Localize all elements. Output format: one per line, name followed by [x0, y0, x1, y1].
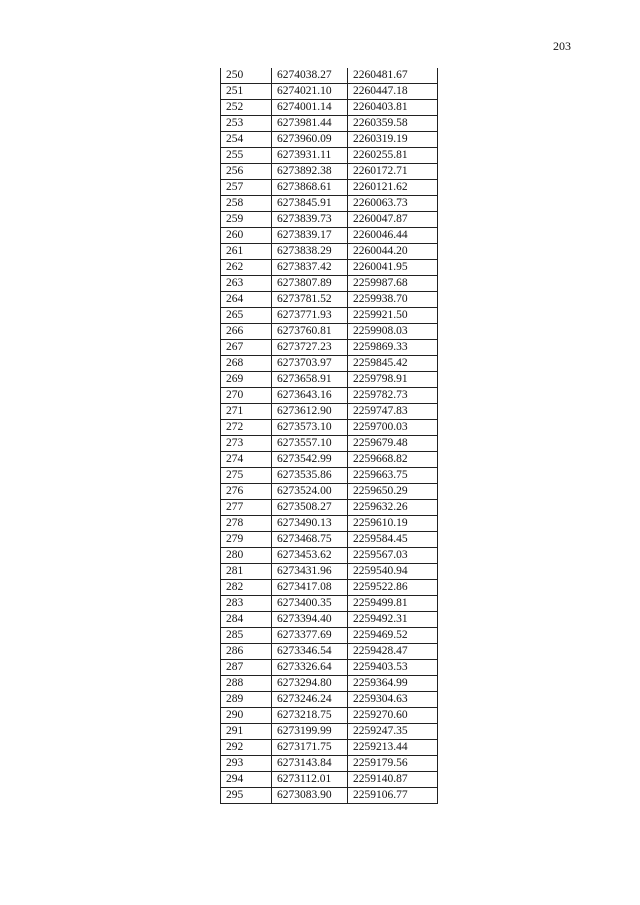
y-coordinate-cell: 2259679.48	[348, 436, 438, 452]
x-coordinate-cell: 6273143.84	[272, 756, 348, 772]
point-number-cell: 281	[221, 564, 272, 580]
y-coordinate-cell: 2260047.87	[348, 212, 438, 228]
y-coordinate-cell: 2259106.77	[348, 788, 438, 804]
point-number-cell: 288	[221, 676, 272, 692]
y-coordinate-cell: 2259428.47	[348, 644, 438, 660]
table-row	[221, 516, 438, 532]
point-number-cell: 258	[221, 196, 272, 212]
y-coordinate-cell: 2259747.83	[348, 404, 438, 420]
x-coordinate-cell: 6273542.99	[272, 452, 348, 468]
y-coordinate-cell: 2259798.91	[348, 372, 438, 388]
point-number-cell: 251	[221, 84, 272, 100]
table-row	[221, 324, 438, 340]
y-coordinate-cell: 2259213.44	[348, 740, 438, 756]
y-coordinate-cell: 2259140.87	[348, 772, 438, 788]
table-row	[221, 676, 438, 692]
x-coordinate-cell: 6273417.08	[272, 580, 348, 596]
y-coordinate-cell: 2260041.95	[348, 260, 438, 276]
x-coordinate-cell: 6273643.16	[272, 388, 348, 404]
table-row	[221, 180, 438, 196]
table-row	[221, 276, 438, 292]
table-row	[221, 196, 438, 212]
table-row	[221, 772, 438, 788]
table-row	[221, 260, 438, 276]
table-row	[221, 308, 438, 324]
table-row	[221, 740, 438, 756]
point-number-cell: 292	[221, 740, 272, 756]
y-coordinate-cell: 2259987.68	[348, 276, 438, 292]
x-coordinate-cell: 6273892.38	[272, 164, 348, 180]
y-coordinate-cell: 2260319.19	[348, 132, 438, 148]
y-coordinate-cell: 2259364.99	[348, 676, 438, 692]
point-number-cell: 277	[221, 500, 272, 516]
x-coordinate-cell: 6273981.44	[272, 116, 348, 132]
table-row	[221, 84, 438, 100]
x-coordinate-cell: 6273658.91	[272, 372, 348, 388]
x-coordinate-cell: 6274001.14	[272, 100, 348, 116]
point-number-cell: 271	[221, 404, 272, 420]
point-number-cell: 294	[221, 772, 272, 788]
y-coordinate-cell: 2259540.94	[348, 564, 438, 580]
y-coordinate-cell: 2260481.67	[348, 68, 438, 84]
table-row	[221, 148, 438, 164]
y-coordinate-cell: 2259650.29	[348, 484, 438, 500]
y-coordinate-cell: 2260046.44	[348, 228, 438, 244]
y-coordinate-cell: 2259304.63	[348, 692, 438, 708]
x-coordinate-cell: 6273535.86	[272, 468, 348, 484]
y-coordinate-cell: 2260255.81	[348, 148, 438, 164]
point-number-cell: 295	[221, 788, 272, 804]
x-coordinate-cell: 6274038.27	[272, 68, 348, 84]
point-number-cell: 280	[221, 548, 272, 564]
table-row	[221, 116, 438, 132]
coordinate-table-body	[221, 68, 438, 804]
x-coordinate-cell: 6273807.89	[272, 276, 348, 292]
table-row	[221, 644, 438, 660]
x-coordinate-cell: 6273199.99	[272, 724, 348, 740]
x-coordinate-cell: 6273400.35	[272, 596, 348, 612]
table-row	[221, 244, 438, 260]
y-coordinate-cell: 2260447.18	[348, 84, 438, 100]
table-row	[221, 788, 438, 804]
table-row	[221, 692, 438, 708]
table-row	[221, 724, 438, 740]
y-coordinate-cell: 2259584.45	[348, 532, 438, 548]
x-coordinate-cell: 6273171.75	[272, 740, 348, 756]
y-coordinate-cell: 2259921.50	[348, 308, 438, 324]
table-row	[221, 164, 438, 180]
point-number-cell: 289	[221, 692, 272, 708]
point-number-cell: 286	[221, 644, 272, 660]
point-number-cell: 255	[221, 148, 272, 164]
x-coordinate-cell: 6273612.90	[272, 404, 348, 420]
y-coordinate-cell: 2259845.42	[348, 356, 438, 372]
point-number-cell: 291	[221, 724, 272, 740]
table-row	[221, 404, 438, 420]
y-coordinate-cell: 2260063.73	[348, 196, 438, 212]
point-number-cell: 252	[221, 100, 272, 116]
point-number-cell: 250	[221, 68, 272, 84]
table-row	[221, 564, 438, 580]
x-coordinate-cell: 6273377.69	[272, 628, 348, 644]
point-number-cell: 257	[221, 180, 272, 196]
x-coordinate-cell: 6273838.29	[272, 244, 348, 260]
x-coordinate-cell: 6273781.52	[272, 292, 348, 308]
point-number-cell: 261	[221, 244, 272, 260]
x-coordinate-cell: 6273839.73	[272, 212, 348, 228]
point-number-cell: 262	[221, 260, 272, 276]
x-coordinate-cell: 6273326.64	[272, 660, 348, 676]
table-row	[221, 100, 438, 116]
y-coordinate-cell: 2259469.52	[348, 628, 438, 644]
y-coordinate-cell: 2259522.86	[348, 580, 438, 596]
point-number-cell: 268	[221, 356, 272, 372]
y-coordinate-cell: 2259700.03	[348, 420, 438, 436]
y-coordinate-cell: 2259610.19	[348, 516, 438, 532]
x-coordinate-cell: 6273771.93	[272, 308, 348, 324]
coordinate-table	[220, 68, 438, 804]
table-row	[221, 532, 438, 548]
table-row	[221, 372, 438, 388]
y-coordinate-cell: 2259567.03	[348, 548, 438, 564]
y-coordinate-cell: 2260121.62	[348, 180, 438, 196]
table-row	[221, 484, 438, 500]
x-coordinate-cell: 6273431.96	[272, 564, 348, 580]
x-coordinate-cell: 6273845.91	[272, 196, 348, 212]
table-row	[221, 420, 438, 436]
table-row	[221, 756, 438, 772]
x-coordinate-cell: 6273394.40	[272, 612, 348, 628]
point-number-cell: 269	[221, 372, 272, 388]
x-coordinate-cell: 6274021.10	[272, 84, 348, 100]
y-coordinate-cell: 2259668.82	[348, 452, 438, 468]
x-coordinate-cell: 6273490.13	[272, 516, 348, 532]
x-coordinate-cell: 6273246.24	[272, 692, 348, 708]
y-coordinate-cell: 2259492.31	[348, 612, 438, 628]
x-coordinate-cell: 6273557.10	[272, 436, 348, 452]
point-number-cell: 279	[221, 532, 272, 548]
y-coordinate-cell: 2260359.58	[348, 116, 438, 132]
x-coordinate-cell: 6273839.17	[272, 228, 348, 244]
table-row	[221, 660, 438, 676]
point-number-cell: 293	[221, 756, 272, 772]
table-row	[221, 388, 438, 404]
point-number-cell: 264	[221, 292, 272, 308]
point-number-cell: 273	[221, 436, 272, 452]
x-coordinate-cell: 6273453.62	[272, 548, 348, 564]
table-row	[221, 68, 438, 84]
x-coordinate-cell: 6273868.61	[272, 180, 348, 196]
x-coordinate-cell: 6273218.75	[272, 708, 348, 724]
point-number-cell: 266	[221, 324, 272, 340]
x-coordinate-cell: 6273573.10	[272, 420, 348, 436]
y-coordinate-cell: 2259782.73	[348, 388, 438, 404]
y-coordinate-cell: 2259179.56	[348, 756, 438, 772]
point-number-cell: 275	[221, 468, 272, 484]
x-coordinate-cell: 6273468.75	[272, 532, 348, 548]
point-number-cell: 256	[221, 164, 272, 180]
page-number: 203	[553, 39, 571, 53]
table-row	[221, 628, 438, 644]
point-number-cell: 259	[221, 212, 272, 228]
table-row	[221, 212, 438, 228]
point-number-cell: 284	[221, 612, 272, 628]
y-coordinate-cell: 2259270.60	[348, 708, 438, 724]
y-coordinate-cell: 2260044.20	[348, 244, 438, 260]
table-row	[221, 500, 438, 516]
y-coordinate-cell: 2259908.03	[348, 324, 438, 340]
table-row	[221, 468, 438, 484]
table-row	[221, 228, 438, 244]
x-coordinate-cell: 6273508.27	[272, 500, 348, 516]
x-coordinate-cell: 6273760.81	[272, 324, 348, 340]
y-coordinate-cell: 2259247.35	[348, 724, 438, 740]
x-coordinate-cell: 6273112.01	[272, 772, 348, 788]
x-coordinate-cell: 6273837.42	[272, 260, 348, 276]
y-coordinate-cell: 2259632.26	[348, 500, 438, 516]
point-number-cell: 253	[221, 116, 272, 132]
table-row	[221, 596, 438, 612]
x-coordinate-cell: 6273346.54	[272, 644, 348, 660]
point-number-cell: 263	[221, 276, 272, 292]
y-coordinate-cell: 2259938.70	[348, 292, 438, 308]
point-number-cell: 278	[221, 516, 272, 532]
point-number-cell: 282	[221, 580, 272, 596]
table-row	[221, 548, 438, 564]
x-coordinate-cell: 6273727.23	[272, 340, 348, 356]
point-number-cell: 272	[221, 420, 272, 436]
x-coordinate-cell: 6273083.90	[272, 788, 348, 804]
y-coordinate-cell: 2259499.81	[348, 596, 438, 612]
table-row	[221, 340, 438, 356]
table-row	[221, 132, 438, 148]
x-coordinate-cell: 6273524.00	[272, 484, 348, 500]
point-number-cell: 265	[221, 308, 272, 324]
point-number-cell: 270	[221, 388, 272, 404]
x-coordinate-cell: 6273294.80	[272, 676, 348, 692]
y-coordinate-cell: 2259869.33	[348, 340, 438, 356]
point-number-cell: 267	[221, 340, 272, 356]
y-coordinate-cell: 2260403.81	[348, 100, 438, 116]
table-row	[221, 580, 438, 596]
table-row	[221, 612, 438, 628]
table-row	[221, 436, 438, 452]
point-number-cell: 283	[221, 596, 272, 612]
point-number-cell: 287	[221, 660, 272, 676]
table-row	[221, 708, 438, 724]
x-coordinate-cell: 6273960.09	[272, 132, 348, 148]
point-number-cell: 254	[221, 132, 272, 148]
x-coordinate-cell: 6273931.11	[272, 148, 348, 164]
table-row	[221, 356, 438, 372]
x-coordinate-cell: 6273703.97	[272, 356, 348, 372]
y-coordinate-cell: 2260172.71	[348, 164, 438, 180]
table-row	[221, 452, 438, 468]
point-number-cell: 274	[221, 452, 272, 468]
y-coordinate-cell: 2259403.53	[348, 660, 438, 676]
point-number-cell: 276	[221, 484, 272, 500]
point-number-cell: 290	[221, 708, 272, 724]
point-number-cell: 260	[221, 228, 272, 244]
table-row	[221, 292, 438, 308]
point-number-cell: 285	[221, 628, 272, 644]
y-coordinate-cell: 2259663.75	[348, 468, 438, 484]
